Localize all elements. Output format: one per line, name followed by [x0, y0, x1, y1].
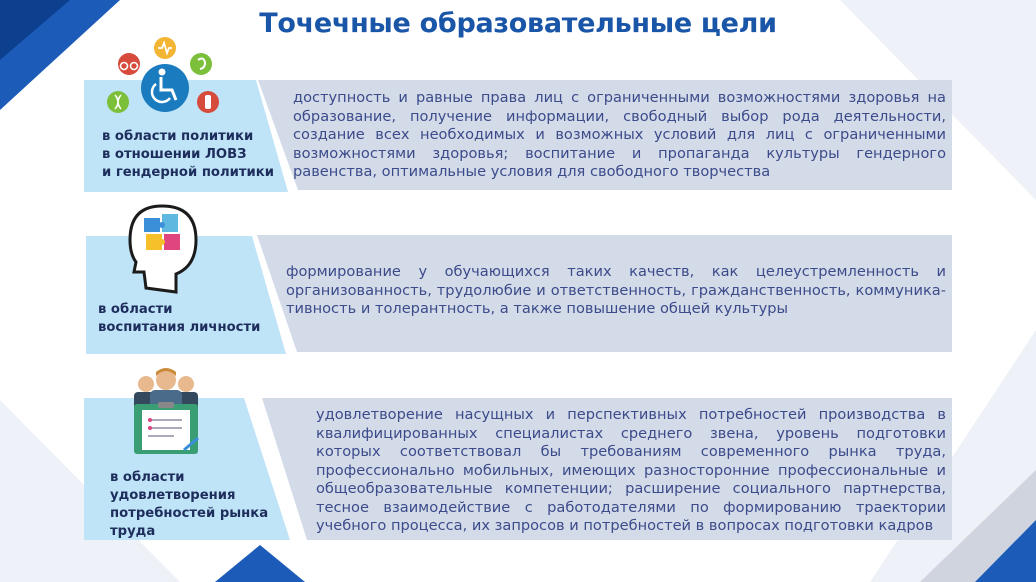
row-2-label-line-2: воспитания личности — [98, 320, 261, 335]
row-3-label-line-4: труда — [110, 524, 156, 539]
row-1-label-line-3: и гендерной политики — [102, 165, 274, 180]
row-3-label-line-1: в области — [110, 470, 185, 485]
row-2-label — [98, 301, 278, 337]
row-3-description: удовлетворение насущных и перспективных потребностей производства в квалифицированных специалистах среднего звена, уровень подготовки которых соответствовал бы требованиям современного рынка труда, профессионально мобильных, имеющих разносторонние профессиональные и общеобразовательные компетенции; расширение социального партнерства, тесное взаимодействие с работодателями по формированию траектории учебного процесса, их запросов и потребностей в вопросах подготовки кадров — [316, 406, 946, 534]
row-2-label-line-1: в области — [98, 302, 173, 317]
row-1-label-line-2: в отношении ЛОВЗ — [102, 147, 247, 162]
head-puzzle-icon — [124, 200, 208, 298]
row-3-label-line-2: удовлетворения — [110, 488, 236, 503]
employer-clipboard-icon — [126, 366, 206, 466]
accessibility-icon — [104, 36, 228, 128]
row-1-label — [102, 128, 282, 182]
row-2-description: формирование у обучающихся таких качеств, как целеустремленность и организованность, трудолюбие и ответственность, гражданственность, коммуника- тивность и толерантность, а также повышение общей культуры — [286, 263, 946, 317]
row-1-label-line-1: в области политики — [102, 129, 254, 144]
row-3-label — [110, 469, 280, 541]
row-3-label-line-3: потребностей рынка — [110, 506, 269, 521]
page-title: Точечные образовательные цели — [259, 8, 777, 39]
row-1-description: доступность и равные права лиц с ограниченными возможностями здоровья на образование, получение информации, свободный выбор рода деятельности, создание всех необходимых и возможных условий для лиц с ограниченными возможностями здоровья; воспитание и пропаганда культуры гендерного равенства, оптимальные условия для свободного творчества — [293, 89, 946, 180]
